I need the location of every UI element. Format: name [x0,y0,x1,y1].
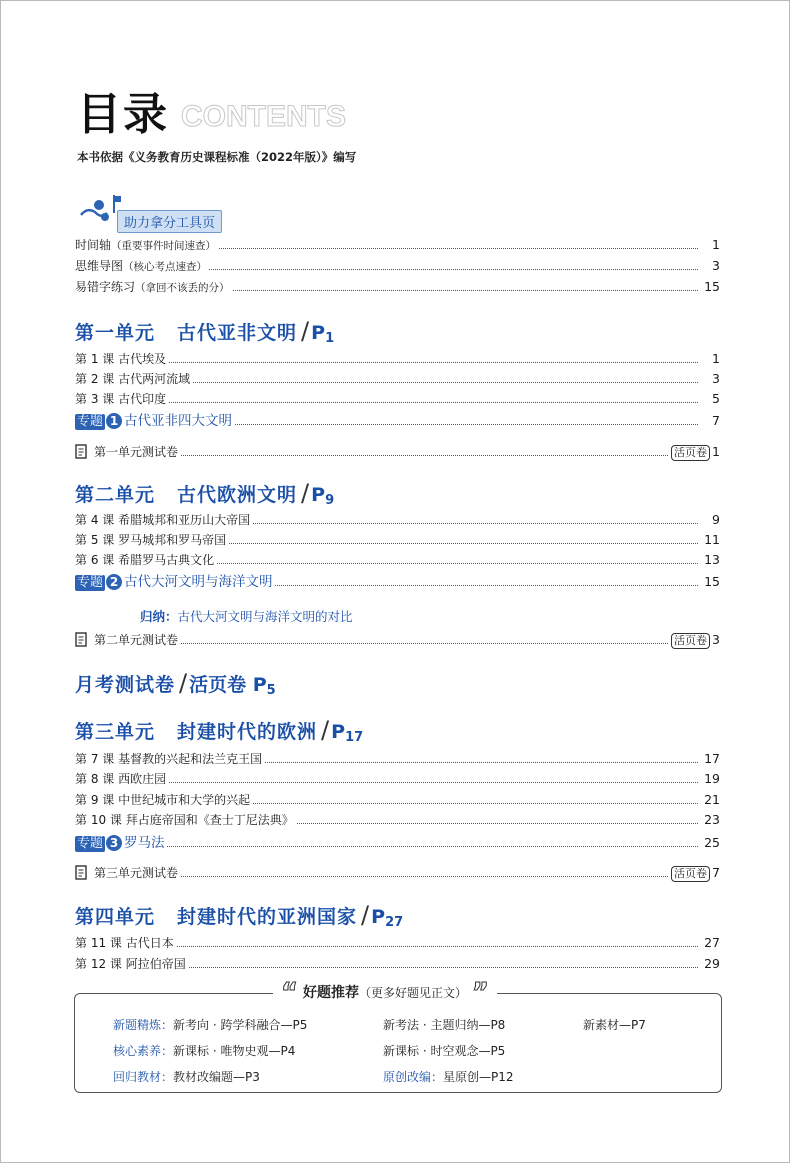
page-number: 3 [709,257,720,275]
lesson-entry[interactable] [75,811,720,829]
page-title-en: CONTENTS [181,100,346,133]
loose-leaf-tag: 活页卷 [671,633,710,649]
entry-note: （核心考点速查） [123,261,208,273]
recommend-text: 星原创—P12 [443,1070,514,1084]
lesson-entry[interactable] [75,955,720,973]
entry-note: （重要事件时间速查） [111,240,217,252]
recommend-text: 新素材—P7 [583,1018,646,1032]
monthly-test-heading[interactable]: 月考测试卷 / 活页卷 $P_5$ [75,669,276,698]
leader-dots [75,782,698,783]
recommend-item[interactable] [383,1016,505,1033]
unit-page-number: 9 [325,493,335,508]
lesson-title: 第 9 课 中世纪城市和大学的兴起 [75,793,251,807]
page-number: 23 [701,811,720,829]
unit-page-prefix: P [311,484,326,506]
loose-leaf-tag: 活页卷 [671,866,710,882]
tools-badge: 助力拿分工具页 [117,210,222,233]
unit-number: 第三单元 [75,721,156,743]
test-title: 第二单元测试卷 [94,633,179,647]
lesson-title: 第 11 课 古代日本 [75,936,174,950]
recommend-item[interactable] [383,1042,505,1059]
monthly-test-title: 月考测试卷 [75,674,176,696]
recommend-text: 新考向 · 跨学科融合—P5 [173,1018,308,1032]
page-number: 21 [701,791,720,809]
lesson-title: 第 12 课 阿拉伯帝国 [75,957,186,971]
document-icon [75,632,88,647]
lesson-title: 第 4 课 希腊城邦和亚历山大帝国 [75,513,251,527]
recommend-item[interactable] [113,1016,307,1033]
document-icon [75,444,88,459]
lesson-title: 第 10 课 拜占庭帝国和《查士丁尼法典》 [75,813,294,827]
entry-note: （拿回不该丢的分） [135,282,230,294]
lesson-title: 第 3 课 古代印度 [75,392,167,406]
recommendation-title: 好题推荐 [302,985,359,1001]
leader-dots [75,846,698,847]
lesson-title: 第 2 课 古代两河流域 [75,372,191,386]
unit-page-number: 1 [325,331,335,346]
page-number: 3 [712,632,720,647]
topic-number: 2 [106,574,122,590]
test-title: 第一单元测试卷 [94,445,179,459]
unit-number: 第一单元 [75,322,156,344]
recommend-text: 新课标 · 唯物史观—P4 [173,1044,296,1058]
page-number: 13 [701,551,720,569]
document-icon [75,865,88,880]
lesson-entry[interactable] [75,934,720,952]
recommendation-subtitle: （更多好题见正文） [358,986,467,1000]
topic-number: 3 [106,835,122,851]
recommendation-title-bar [273,978,497,1008]
unit-number: 第二单元 [75,484,156,506]
page-number: 17 [701,750,720,768]
test-entry[interactable] [75,443,720,461]
lesson-title: 第 6 课 希腊罗马古典文化 [75,553,215,567]
unit-page-number: 17 [345,730,364,745]
toc-entry[interactable] [75,278,720,296]
lesson-entry[interactable] [75,370,720,388]
lesson-entry[interactable] [75,551,720,569]
recommend-item[interactable] [383,1068,514,1085]
recommend-text: 新考法 · 主题归纳—P8 [383,1018,506,1032]
monthly-page-number: 5 [266,683,276,698]
recommend-category: 核心素养： [113,1044,174,1058]
lesson-title: 第 8 课 西欧庄园 [75,772,167,786]
test-entry[interactable] [75,631,720,649]
summary-key: 归纳： [140,609,178,624]
topic-title: 古代大河文明与海洋文明 [124,574,273,590]
unit-heading[interactable]: 第三单元 封建时代的欧洲 / $P_{17}$ [75,716,364,745]
page-number: 1 [712,444,720,459]
entry-title: 易错字练习 [75,280,136,294]
curriculum-basis: 本书依据《义务教育历史课程标准（2022年版）》编写 [77,150,357,164]
monthly-page-prefix: 活页卷 P [189,674,267,696]
recommend-item[interactable] [113,1068,260,1085]
unit-page-prefix: P [311,322,326,344]
toc-entry[interactable] [75,257,720,275]
lesson-entry[interactable] [75,511,720,529]
page-number: 11 [701,531,720,549]
recommend-category: 新题精炼： [113,1018,174,1032]
tools-header [77,193,277,229]
page-number: 7 [712,865,720,880]
leader-dots [75,402,698,403]
recommend-item[interactable] [113,1042,295,1059]
unit-name: 古代欧洲文明 [177,484,298,506]
unit-name: 封建时代的亚洲国家 [177,906,358,928]
recommend-category: 回归教材： [113,1070,174,1084]
topic-tag: 专题 [77,836,104,851]
topic-tag: 专题 [77,414,104,429]
lesson-title: 第 1 课 古代埃及 [75,352,167,366]
loose-leaf-tag: 活页卷 [671,445,710,461]
page-number: 25 [701,834,720,852]
recommend-item[interactable] [583,1016,646,1033]
test-title: 第三单元测试卷 [94,866,179,880]
unit-number: 第四单元 [75,906,156,928]
lesson-entry[interactable] [75,390,720,408]
unit-heading[interactable]: 第二单元 古代欧洲文明 / $P_9$ [75,479,335,508]
unit-page-prefix: P [371,906,386,928]
summary-note[interactable] [140,607,353,625]
lesson-entry[interactable] [75,791,720,809]
lesson-title: 第 5 课 罗马城邦和罗马帝国 [75,533,227,547]
leader-dots [75,362,698,363]
lesson-entry[interactable] [75,770,720,788]
topic-tag: 专题 [77,575,104,590]
page-number: 1 [709,350,720,368]
page-number: 9 [709,511,720,529]
recommendation-box [74,978,722,1093]
page-number: 1 [709,236,720,254]
unit-page-prefix: P [331,721,346,743]
topic-entry[interactable] [75,834,720,852]
topic-title: 罗马法 [124,835,165,851]
recommend-text: 教材改编题—P3 [173,1070,260,1084]
topic-title: 古代亚非四大文明 [124,413,233,429]
topic-entry[interactable] [75,412,720,430]
page-number: 29 [701,955,720,973]
topic-entry[interactable] [75,573,720,591]
topic-number: 1 [106,413,122,429]
signpost-icon [77,193,121,229]
recommend-text: 新课标 · 时空观念—P5 [383,1044,506,1058]
page-number: 7 [709,412,720,430]
unit-name: 古代亚非文明 [177,322,298,344]
page-number: 15 [701,573,720,591]
toc-entry[interactable] [75,236,720,254]
unit-name: 封建时代的欧洲 [177,721,318,743]
summary-text: 古代大河文明与海洋文明的对比 [177,609,353,624]
page-number: 19 [701,770,720,788]
page-number: 27 [701,934,720,952]
page-title: 目录 [77,89,169,140]
close-quote-icon: ” [471,978,489,1008]
page-number: 3 [709,370,720,388]
lesson-title: 第 7 课 基督教的兴起和法兰克王国 [75,752,263,766]
lesson-entry[interactable] [75,750,720,768]
test-entry[interactable] [75,864,720,882]
unit-heading[interactable]: 第四单元 封建时代的亚洲国家 / $P_{27}$ [75,901,404,930]
unit-page-number: 27 [385,915,404,930]
page-number: 15 [701,278,720,296]
unit-heading[interactable]: 第一单元 古代亚非文明 / $P_1$ [75,317,335,346]
entry-title: 时间轴 [75,238,112,252]
lesson-entry[interactable] [75,350,720,368]
entry-title: 思维导图 [75,259,124,273]
page-number: 5 [709,390,720,408]
recommend-category: 原创改编： [383,1070,444,1084]
open-quote-icon: “ [281,978,299,1008]
lesson-entry[interactable] [75,531,720,549]
